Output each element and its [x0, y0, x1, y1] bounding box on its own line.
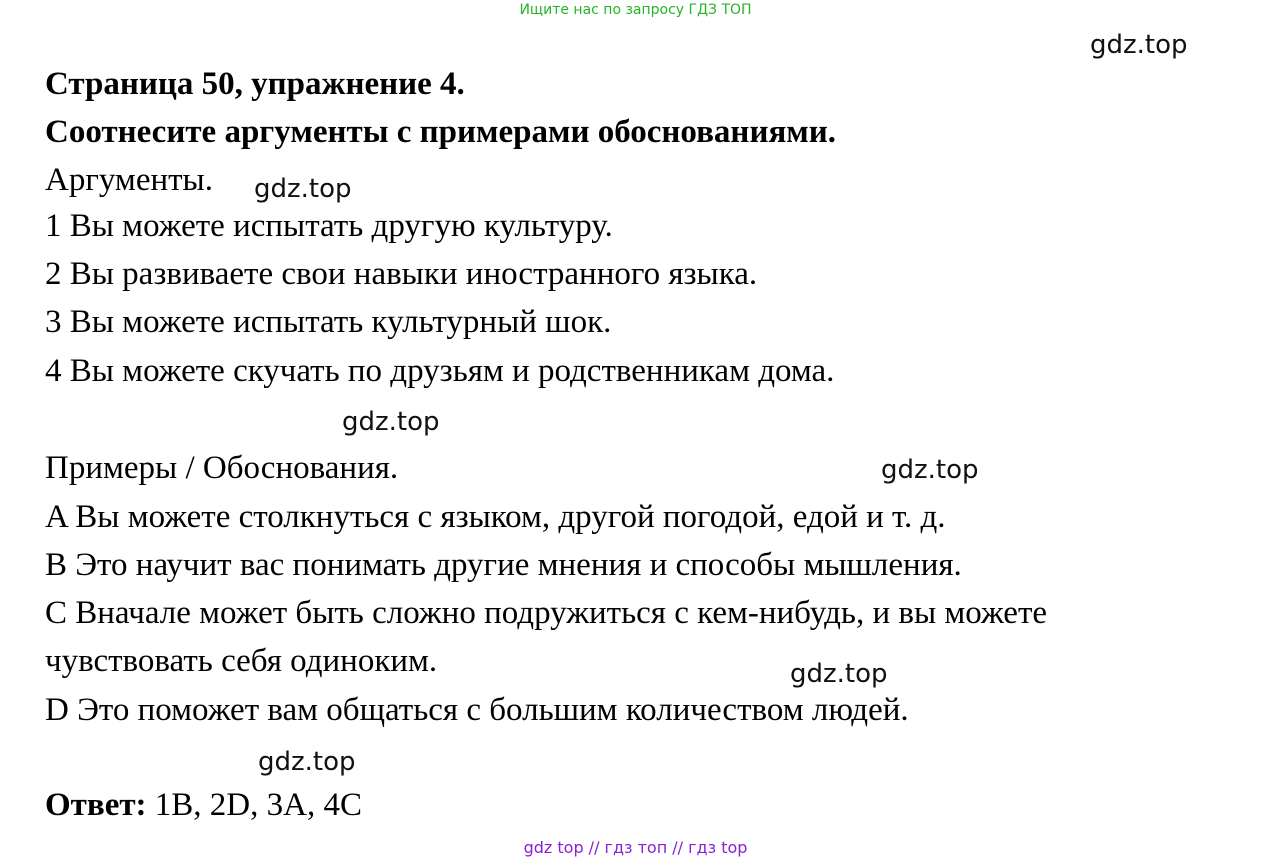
watermark: gdz.top: [790, 659, 888, 689]
answer-value: 1B, 2D, 3A, 4C: [146, 787, 362, 823]
watermark: gdz.top: [881, 455, 979, 485]
watermark: gdz.top: [258, 747, 356, 777]
example-item: A Вы можете столкнуться с языком, другой погодой, едой и т. д.: [45, 499, 946, 535]
argument-item: 4 Вы можете скучать по друзьям и родственникам дома.: [45, 353, 835, 389]
example-item: D Это поможет вам общаться с большим количеством людей.: [45, 692, 909, 728]
example-item: C Вначале может быть сложно подружиться с кем-нибудь, и вы можете: [45, 595, 1048, 631]
page-title: Страница 50, упражнение 4.: [45, 66, 465, 102]
footer-links: gdz top // гдз топ // гдз top: [523, 838, 748, 857]
answer-line: [45, 789, 362, 822]
example-item-continuation: чувствовать себя одиноким.: [45, 643, 438, 679]
example-item: B Это научит вас понимать другие мнения и способы мышления.: [45, 547, 962, 583]
watermark: gdz.top: [342, 407, 440, 437]
watermark: gdz.top: [1090, 30, 1188, 60]
examples-title: Примеры / Обоснования.: [45, 450, 399, 486]
argument-item: 2 Вы развиваете свои навыки иностранного языка.: [45, 256, 758, 292]
arguments-title: Аргументы.: [45, 162, 213, 198]
watermark: gdz.top: [254, 174, 352, 204]
argument-item: 1 Вы можете испытать другую культуру.: [45, 208, 613, 244]
search-banner: Ищите нас по запросу ГДЗ ТОП: [519, 2, 752, 18]
answer-label: Ответ:: [45, 787, 147, 823]
task-statement: Соотнесите аргументы с примерами обоснованиями.: [45, 114, 837, 150]
argument-item: 3 Вы можете испытать культурный шок.: [45, 304, 612, 340]
